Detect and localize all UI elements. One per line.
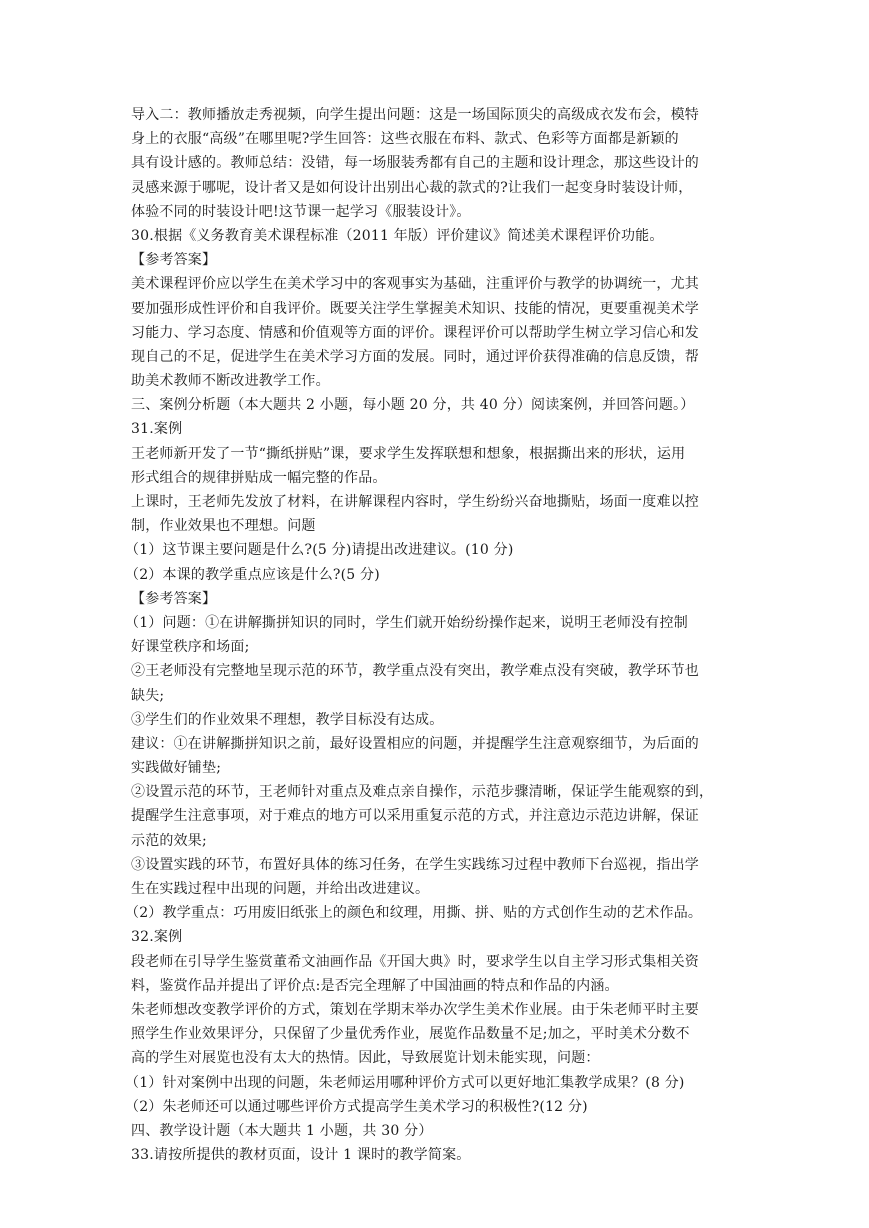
text-line: 导入二：教师播放走秀视频，向学生提出问题：这是一场国际顶尖的高级成衣发布会，模特	[131, 107, 699, 123]
sub-question: （1）针对案例中出现的问题，朱老师运用哪种评价方式可以更好地汇集教学成果？(8 分)	[125, 1074, 685, 1091]
text-line: 要加强形成性评价和自我评价。既要关注学生掌握美术知识、技能的情况，更要重视美术学	[131, 300, 699, 317]
document-body	[125, 103, 743, 1167]
sub-question: （2）本课的教学重点应该是什么?(5 分)	[125, 566, 380, 583]
text-line: ③设置实践的环节，布置好具体的练习任务，在学生实践练习过程中教师下台巡视，指出学	[131, 856, 699, 873]
text-line: 灵感来源于哪呢，设计者又是如何设计出别出心裁的款式的?让我们一起变身时装设计师，	[131, 179, 693, 196]
text-line: 建议：①在讲解撕拼知识之前，最好设置相应的问题，并提醒学生注意观察细节，为后面的	[131, 735, 699, 752]
text-line: 习能力、学习态度、情感和价值观等方面的评价。课程评价可以帮助学生树立学习信心和发	[131, 324, 699, 341]
text-line: 生在实践过程中出现的问题，并给出改进建议。	[131, 881, 430, 897]
text-line: 高的学生对展览也没有太大的热情。因此，导致展览计划未能实现，问题：	[131, 1050, 600, 1067]
question-31: 31.案例	[131, 421, 183, 438]
section-heading-4: 四、教学设计题（本大题共 1 小题，共 30 分）	[131, 1122, 433, 1139]
text-line: 王老师新开发了一节“撕纸拼贴”课，要求学生发挥联想和想象，根据撕出来的形状，运用	[131, 445, 686, 462]
text-line: 具有设计感的。教师总结：没错，每一场服装秀都有自己的主题和设计理念，那这些设计的	[131, 155, 699, 172]
text-line: （1）问题：①在讲解撕拼知识的同时，学生们就开始纷纷操作起来，说明王老师没有控制	[125, 614, 688, 631]
text-line: 照学生作业效果评分，只保留了少量优秀作业，展览作品数量不足;加之，平时美术分数不	[131, 1026, 690, 1043]
text-line: 提醒学生注意事项，对于难点的地方可以采用重复示范的方式，并注意边示范边讲解，保证	[131, 808, 699, 825]
text-line: 体验不同的时装设计吧!这节课一起学习《服装设计》。	[131, 203, 471, 220]
sub-question: （2）朱老师还可以通过哪些评价方式提高学生美术学习的积极性?(12 分)	[125, 1098, 588, 1115]
text-line: 朱老师想改变教学评价的方式，策划在学期末举办次学生美术作业展。由于朱老师平时主要	[131, 1001, 699, 1018]
text-line: ③学生们的作业效果不理想，教学目标没有达成。	[131, 711, 444, 728]
section-heading-3: 三、案例分析题（本大题共 2 小题，每小题 20 分，共 40 分）阅读案例，并回答问题。）	[131, 397, 695, 414]
question-32: 32.案例	[131, 929, 183, 946]
text-line: 上课时，王老师先发放了材料，在讲解课程内容时，学生纷纷兴奋地撕贴，场面一度难以控	[131, 494, 699, 510]
text-line: 身上的衣服“高级”在哪里呢?学生回答：这些衣服在布料、款式、色彩等方面都是新颖的	[131, 131, 679, 148]
text-line: 实践做好铺垫;	[131, 760, 222, 777]
text-line: 料，鉴赏作品并提出了评价点:是否完全理解了中国油画的特点和作品的内涵。	[131, 977, 619, 994]
answer-heading: 【参考答案】	[131, 252, 217, 269]
text-line: ②王老师没有完整地呈现示范的环节，教学重点没有突出，教学难点没有突破，教学环节也	[131, 663, 699, 680]
sub-question: （1）这节课主要问题是什么?(5 分)请提出改进建议。(10 分)	[125, 542, 514, 559]
text-line: 现自己的不足，促进学生在美术学习方面的发展。同时，通过评价获得准确的信息反馈，帮	[131, 348, 699, 365]
text-line: ②设置示范的环节，王老师针对重点及难点亲自操作，示范步骤清晰，保证学生能观察的到，	[131, 784, 714, 801]
text-line: 制，作业效果也不理想。问题	[131, 518, 316, 535]
text-line: 形式组合的规律拼贴成一幅完整的作品。	[131, 469, 387, 486]
answer-heading: 【参考答案】	[131, 590, 217, 607]
text-line: （2）教学重点：巧用废旧纸张上的颜色和纹理，用撕、拼、贴的方式创作生动的艺术作品。	[125, 905, 703, 922]
text-line: 美术课程评价应以学生在美术学习中的客观事实为基础，注重评价与教学的协调统一，尤其	[131, 276, 699, 293]
text-line: 示范的效果;	[131, 832, 207, 849]
question-30: 30.根据《义务教育美术课程标准（2011 年版）评价建议》简述美术课程评价功能。	[131, 227, 664, 244]
text-line: 好课堂秩序和场面;	[131, 639, 250, 656]
text-line: 助美术教师不断改进教学工作。	[131, 373, 330, 390]
text-line: 段老师在引导学生鉴赏董希文油画作品《开国大典》时，要求学生以自主学习形式集相关资	[131, 953, 699, 970]
question-33: 33.请按所提供的教材页面，设计 1 课时的教学简案。	[131, 1147, 471, 1164]
text-line: 缺失;	[131, 687, 165, 704]
